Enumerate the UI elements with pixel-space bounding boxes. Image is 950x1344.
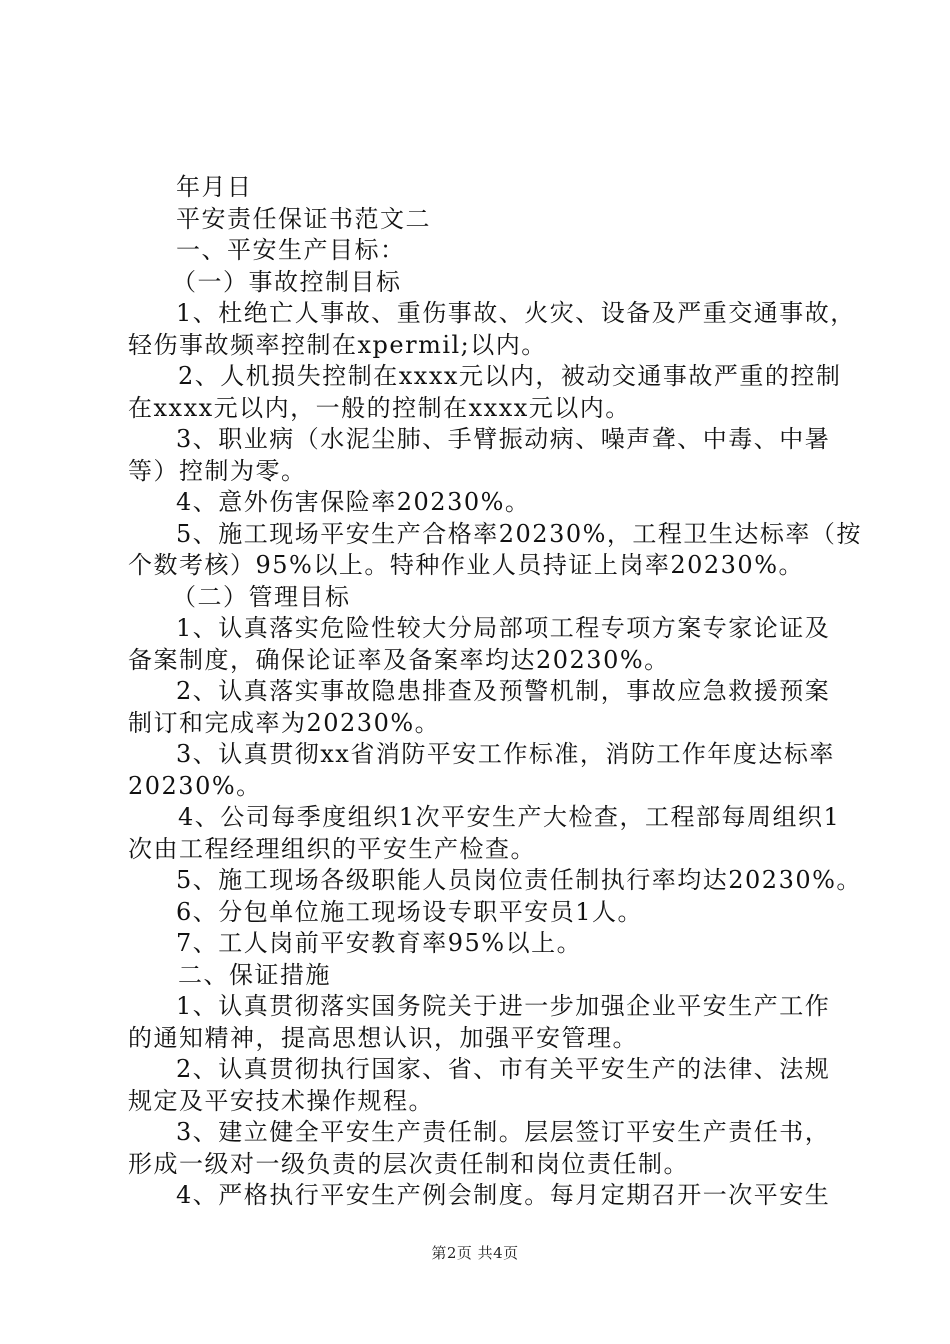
text-line: 4、严格执行平安生产例会制度。每月定期召开一次平安生 xyxy=(176,1181,831,1209)
text-line: 规定及平安技术操作规程。 xyxy=(128,1086,434,1115)
text-line: 2、认真贯彻执行国家、省、市有关平安生产的法律、法规 xyxy=(176,1055,831,1083)
text-line: 1、认真贯彻落实国务院关于进一步加强企业平安生产工作 xyxy=(176,992,831,1020)
text-line: 轻伤事故频率控制在xpermil;以内。 xyxy=(128,330,547,359)
text-line: 7、工人岗前平安教育率95%以上。 xyxy=(176,929,583,957)
text-line: 1、认真落实危险性较大分局部项工程专项方案专家论证及 xyxy=(176,614,831,642)
text-line: 2、认真落实事故隐患排查及预警机制，事故应急救援预案 xyxy=(176,677,831,705)
text-line: （一）事故控制目标 xyxy=(172,267,402,296)
text-line: 2、人机损失控制在xxxx元以内，被动交通事故严重的控制 xyxy=(178,362,842,390)
text-line: 4、意外伤害保险率20230%。 xyxy=(176,488,531,516)
text-line: 年月日 xyxy=(176,173,253,201)
text-line: 等）控制为零。 xyxy=(128,456,307,485)
text-line: 个数考核）95%以上。特种作业人员持证上岗率20230%。 xyxy=(128,551,804,579)
text-line: 3、职业病（水泥尘肺、手臂振动病、噪声聋、中毒、中暑 xyxy=(176,425,831,453)
text-line: 1、杜绝亡人事故、重伤事故、火灾、设备及严重交通事故， xyxy=(176,299,856,327)
text-line: 5、施工现场各级职能人员岗位责任制执行率均达20230%。 xyxy=(176,866,862,894)
text-line: 备案制度，确保论证率及备案率均达20230%。 xyxy=(128,645,670,674)
document-body xyxy=(128,172,862,1212)
page-footer: 第2页 共4页 xyxy=(431,1244,519,1262)
text-line: （二）管理目标 xyxy=(172,582,351,611)
text-line: 制订和完成率为20230%。 xyxy=(128,708,441,737)
text-line: 3、认真贯彻xx省消防平安工作标准，消防工作年度达标率 xyxy=(176,740,835,768)
text-line: 20230%。 xyxy=(128,771,262,800)
text-line: 次由工程经理组织的平安生产检查。 xyxy=(128,834,536,863)
text-line: 形成一级对一级负责的层次责任制和岗位责任制。 xyxy=(128,1149,689,1178)
text-line: 4、公司每季度组织1次平安生产大检查，工程部每周组织1 xyxy=(178,803,841,831)
text-line: 平安责任保证书范文二 xyxy=(176,204,431,233)
text-line: 3、建立健全平安生产责任制。层层签订平安生产责任书， xyxy=(176,1118,831,1146)
text-line: 6、分包单位施工现场设专职平安员1人。 xyxy=(176,897,644,926)
text-line: 一、平安生产目标： xyxy=(176,236,406,264)
text-line: 5、施工现场平安生产合格率20230%，工程卫生达标率（按 xyxy=(176,519,862,548)
text-line: 在xxxx元以内，一般的控制在xxxx元以内。 xyxy=(128,393,631,422)
text-line: 的通知精神，提高思想认识，加强平安管理。 xyxy=(128,1023,638,1052)
text-line: 二、保证措施 xyxy=(178,960,331,989)
